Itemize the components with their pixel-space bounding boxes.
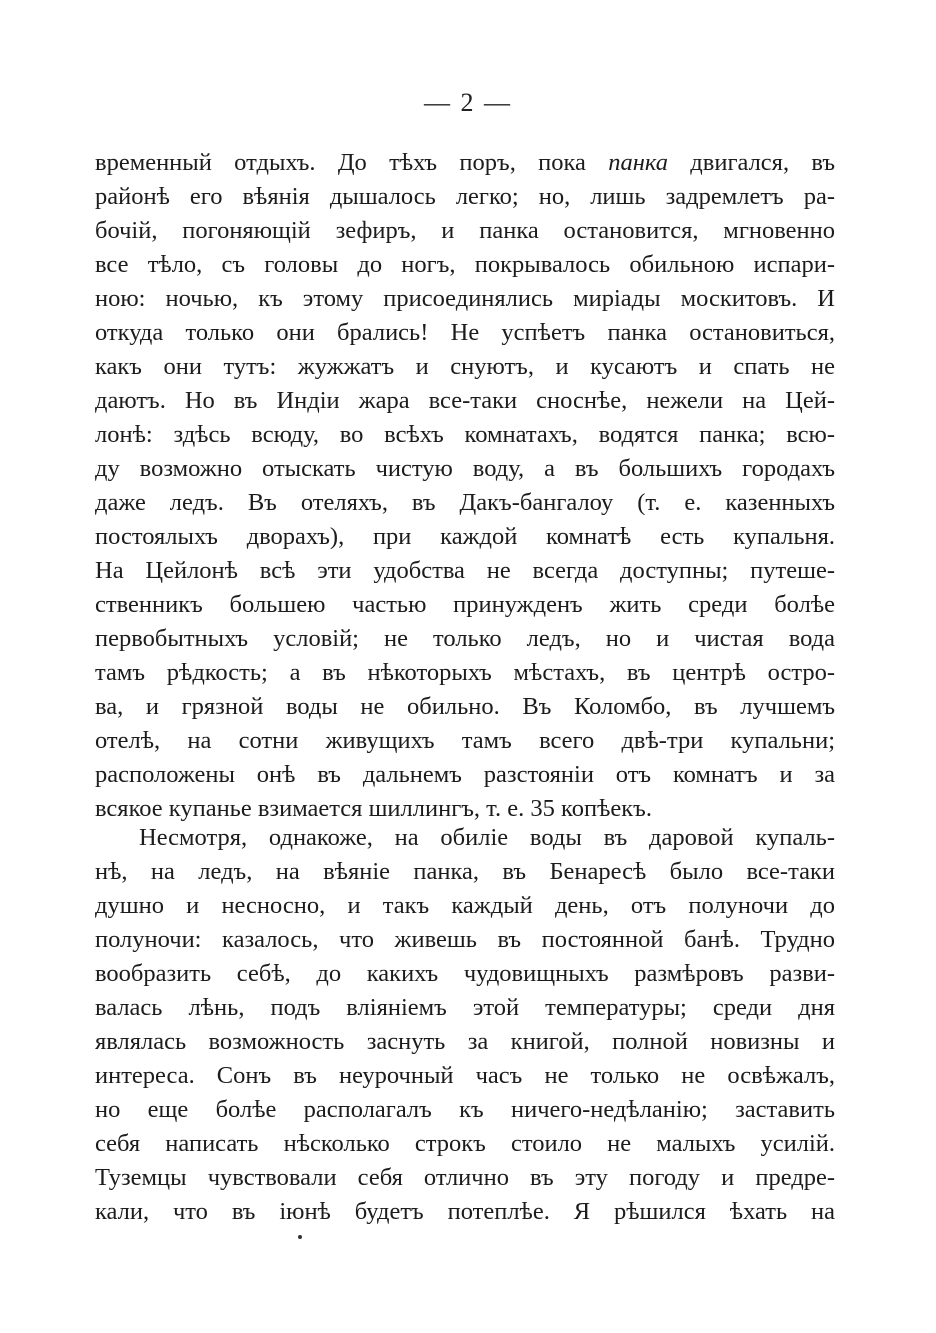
text-line: всякое купанье взимается шиллингъ, т. е. 35 копѣекъ.: [95, 795, 652, 822]
text-line: но еще болѣе располагалъ къ ничего-недѣланію; заставить: [95, 1096, 835, 1123]
text-line: вообразить себѣ, до какихъ чудовищныхъ размѣровъ разви-: [95, 960, 835, 987]
text-line: отелѣ, на сотни живущихъ тамъ всего двѣ-три купальни;: [95, 727, 835, 754]
text-line-end: двигался, въ: [690, 149, 835, 176]
text-line: расположены онѣ въ дальнемъ разстояніи отъ комнатъ и за: [95, 761, 835, 788]
ink-speck: [298, 1235, 302, 1239]
text-line: постоялыхъ дворахъ), при каждой комнатѣ есть купальня.: [95, 523, 835, 550]
text-line: являлась возможность заснуть за книгой, полной новизны и: [95, 1028, 835, 1055]
text-line: [95, 146, 835, 180]
text-line: какъ они тутъ: жужжатъ и снуютъ, и кусаютъ и спать не: [95, 353, 835, 380]
text-line: бочій, погоняющій зефиръ, и панка остановится, мгновенно: [95, 217, 835, 244]
text-line: ду возможно отыскать чистую воду, а въ большихъ городахъ: [95, 455, 835, 482]
text-line: ною: ночью, къ этому присоединялись миріады москитовъ. И: [95, 285, 835, 312]
text-line: тамъ рѣдкость; а въ нѣкоторыхъ мѣстахъ, въ центрѣ остро-: [95, 659, 835, 686]
text-line: ственникъ большею частью принужденъ жить среди болѣе: [95, 591, 835, 618]
text-line: Туземцы чувствовали себя отлично въ эту погоду и предре-: [95, 1164, 835, 1191]
text-line: валась лѣнь, подъ вліяніемъ этой температуры; среди дня: [95, 994, 835, 1021]
text-line: даютъ. Но въ Индіи жара все-таки сноснѣе, нежели на Цей-: [95, 387, 835, 414]
text-line: интереса. Сонъ въ неурочный часъ не только не освѣжалъ,: [95, 1062, 835, 1089]
text-line: душно и несносно, и такъ каждый день, отъ полуночи до: [95, 892, 835, 919]
text-line: даже ледъ. Въ отеляхъ, въ Дакъ-бангалоу (т. е. казенныхъ: [95, 489, 835, 516]
text-line: ва, и грязной воды не обильно. Въ Коломбо, въ лучшемъ: [95, 693, 835, 720]
text-line: лонѣ: здѣсь всюду, во всѣхъ комнатахъ, водятся панка; всю-: [95, 421, 835, 448]
text-line: первобытныхъ условій; не только ледъ, но и чистая вода: [95, 625, 835, 652]
paragraph-2: [95, 821, 835, 1229]
text-line: нѣ, на ледъ, на вѣяніе панка, въ Бенаресѣ было все-таки: [95, 858, 835, 885]
text-line: откуда только они брались! Не успѣетъ панка остановиться,: [95, 319, 835, 346]
text-line: себя написать нѣсколько строкъ стоило не малыхъ усилій.: [95, 1130, 835, 1157]
text-line: все тѣло, съ головы до ногъ, покрывалось обильною испари-: [95, 251, 835, 278]
text-line: районѣ его вѣянія дышалось легко; но, лишь задремлетъ ра-: [95, 183, 835, 210]
text-line: кали, что въ іюнѣ будетъ потеплѣе. Я рѣшился ѣхать на: [95, 1198, 835, 1225]
text-line: полуночи: казалось, что живешь въ постоянной банѣ. Трудно: [95, 926, 835, 953]
paragraph-1: [95, 146, 835, 826]
text-line: Несмотря, однакоже, на обиліе воды въ даровой купаль-: [139, 824, 835, 851]
page-number: — 2 —: [424, 88, 512, 117]
text-line: На Цейлонѣ всѣ эти удобства не всегда доступны; путеше-: [95, 557, 835, 584]
italic-word: панка: [608, 149, 668, 176]
text-line-start: временный отдыхъ. До тѣхъ поръ, пока: [95, 149, 586, 176]
